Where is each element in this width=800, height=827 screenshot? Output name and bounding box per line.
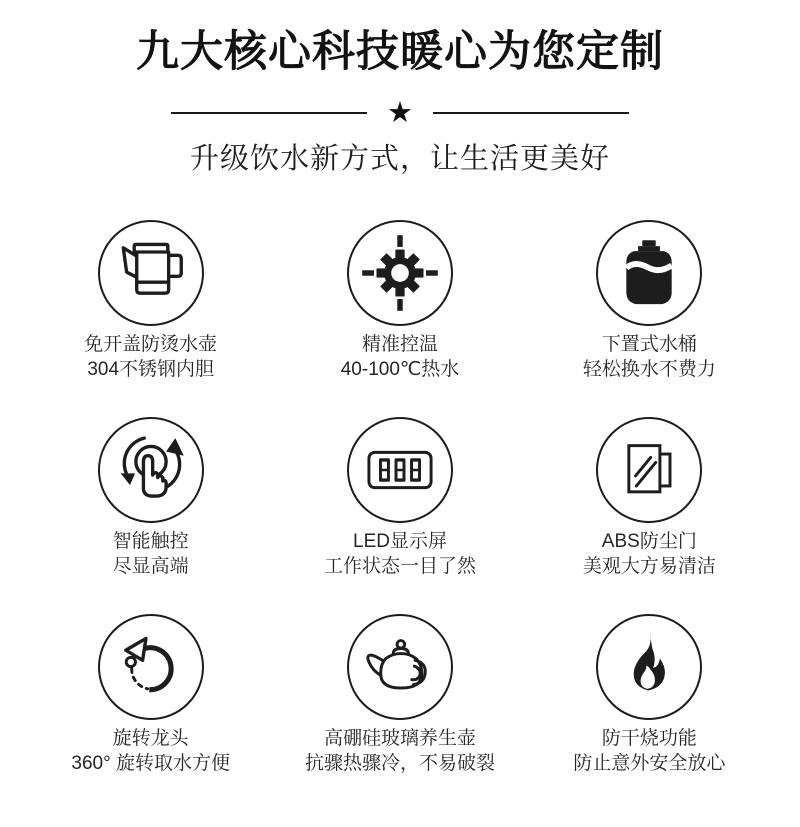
feature-text — [113, 529, 189, 579]
feature-text — [341, 332, 460, 382]
glass-teapot-icon — [347, 614, 453, 720]
anti-dry-burn-icon — [596, 614, 702, 720]
feature-line1: 旋转龙头 — [112, 728, 189, 749]
feature-line1: 免开盖防烫水壶 — [84, 334, 218, 355]
feature-text — [583, 529, 716, 579]
feature-line1: 防干烧功能 — [601, 728, 697, 749]
rotate-faucet-icon — [98, 614, 204, 720]
dust-door-icon — [596, 417, 702, 523]
star-icon: ★ — [387, 97, 413, 129]
feature-line1: 高硼硅玻璃养生壶 — [323, 728, 476, 749]
divider-line-right — [433, 112, 629, 114]
feature-kettle — [26, 220, 275, 382]
feature-flame — [525, 614, 774, 776]
feature-line2: 360° 旋转取水方便 — [71, 753, 230, 774]
feature-text — [84, 332, 217, 382]
feature-line1: 下置式水桶 — [601, 334, 697, 355]
feature-text — [583, 332, 716, 382]
feature-door — [525, 417, 774, 579]
feature-line2: 防止意外安全放心 — [573, 753, 726, 774]
feature-line2: 304不锈钢内胆 — [87, 359, 215, 380]
feature-text — [305, 726, 495, 776]
feature-led — [275, 417, 524, 579]
feature-line1: 精准控温 — [361, 334, 438, 355]
led-display-icon — [347, 417, 453, 523]
temperature-gear-icon — [347, 220, 453, 326]
divider-line-left — [171, 112, 367, 114]
touch-control-icon — [98, 417, 204, 523]
feature-text — [324, 529, 476, 579]
feature-text — [71, 726, 230, 776]
feature-bucket — [525, 220, 774, 382]
feature-line2: 抗骤热骤冷，不易破裂 — [304, 753, 495, 774]
feature-line2: 40-100℃热水 — [340, 359, 460, 380]
feature-line1: 智能触控 — [112, 531, 189, 552]
kettle-icon — [98, 220, 204, 326]
feature-text — [573, 726, 725, 776]
promo-page — [0, 27, 800, 827]
feature-line2: 工作状态一目了然 — [323, 556, 476, 577]
feature-touch — [26, 417, 275, 579]
water-bucket-icon — [596, 220, 702, 326]
feature-rotate — [26, 614, 275, 776]
feature-line2: 美观大方易清洁 — [582, 556, 716, 577]
page-subtitle: 升级饮水新方式，让生活更美好 — [189, 143, 610, 175]
feature-temperature — [275, 220, 524, 382]
feature-teapot — [275, 614, 524, 776]
feature-line2: 尽显高端 — [112, 556, 189, 577]
feature-grid — [0, 220, 800, 776]
feature-line1: ABS防尘门 — [601, 531, 697, 552]
feature-line2: 轻松换水不费力 — [582, 359, 716, 380]
feature-line1: LED显示屏 — [353, 531, 447, 552]
title-divider — [0, 98, 800, 128]
page-title: 九大核心科技暖心为您定制 — [136, 28, 664, 76]
